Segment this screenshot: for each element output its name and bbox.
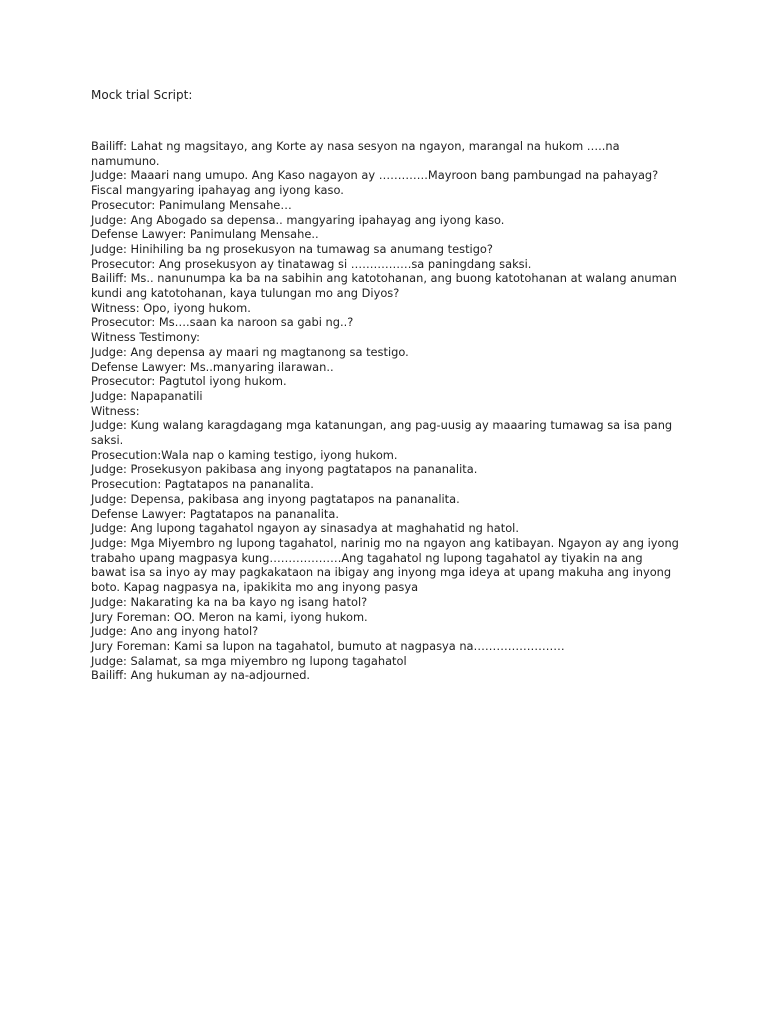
script-line: Jury Foreman: Kami sa lupon na tagahatol, bumuto at nagpasya na…………………… (91, 638, 565, 653)
document-title: Mock trial Script: (91, 88, 193, 102)
script-body (91, 139, 681, 683)
script-line: Witness: (91, 403, 140, 418)
script-line: Bailiff: Lahat ng magsitayo, ang Korte ay nasa sesyon na ngayon, marangal na hukom …..na namumuno. (91, 139, 620, 168)
script-line: Judge: Ang Abogado sa depensa.. mangyaring ipahayag ang iyong kaso. (91, 212, 505, 227)
script-line: Witness Testimony: (91, 330, 200, 345)
script-line: Prosecutor: Panimulang Mensahe… (91, 197, 292, 212)
script-line: Defense Lawyer: Ms..manyaring ilarawan.. (91, 359, 334, 374)
script-line: Prosecutor: Pagtutol iyong hukom. (91, 374, 287, 389)
script-line: Bailiff: Ms.. nanunumpa ka ba na sabihin ang katotohanan, ang buong katotohanan at walang anuman kundi ang katotohanan, kaya tulungan mo ang Diyos? (91, 271, 677, 301)
script-line: Defense Lawyer: Panimulang Mensahe.. (91, 227, 319, 242)
script-line: Defense Lawyer: Pagtatapos na pananalita. (91, 506, 339, 521)
script-line: Prosecution: Pagtatapos na pananalita. (91, 477, 314, 492)
script-line: Judge: Maaari nang umupo. Ang Kaso nagayon ay ………….Mayroon bang pambungad na pahayag? Fiscal mangyaring ipahayag ang iyong kaso. (91, 168, 659, 198)
script-line: Judge: Ang lupong tagahatol ngayon ay sinasadya at maghahatid ng hatol. (91, 521, 519, 536)
script-line: Jury Foreman: OO. Meron na kami, iyong hukom. (91, 609, 368, 624)
script-line: Prosecutor: Ang prosekusyon ay tinatawag si …………….sa paningdang saksi. (91, 256, 532, 271)
script-line: Judge: Nakarating ka na ba kayo ng isang hatol? (91, 594, 368, 609)
script-line: Judge: Prosekusyon pakibasa ang inyong pagtatapos na pananalita. (91, 462, 478, 477)
script-line: Bailiff: Ang hukuman ay na-adjourned. (91, 668, 311, 683)
script-line: Judge: Napapanatili (91, 388, 203, 403)
script-line: Judge: Ano ang inyong hatol? (91, 624, 259, 639)
script-line: Judge: Kung walang karagdagang mga katanungan, ang pag-uusig ay maaaring tumawag sa isa pang saksi. (91, 418, 673, 448)
script-line: Witness: Opo, iyong hukom. (91, 300, 251, 315)
script-line: Judge: Salamat, sa mga miyembro ng lupong tagahatol (91, 653, 407, 668)
script-line: Judge: Hinihiling ba ng prosekusyon na tumawag sa anumang testigo? (91, 241, 493, 256)
script-line: Prosecution:Wala nap o kaming testigo, iyong hukom. (91, 447, 398, 462)
script-line: Judge: Mga Miyembro ng lupong tagahatol, narinig mo na ngayon ang katibayan. Ngayon ay ang iyong trabaho upang magpasya kung……………….Ang tagahatol ng lupong tagahatol ay tiyakin na ang bawat isa sa inyo ay may pagkakataon na ibigay ang inyong mga ideya at upang makuha ang inyong boto. Kapag nagpasya na, ipakikita mo ang inyong pasya (91, 535, 679, 595)
script-line: Judge: Depensa, pakibasa ang inyong pagtatapos na pananalita. (91, 491, 460, 506)
script-line: Prosecutor: Ms….saan ka naroon sa gabi ng..? (91, 315, 354, 330)
script-line: Judge: Ang depensa ay maari ng magtanong sa testigo. (91, 344, 409, 359)
